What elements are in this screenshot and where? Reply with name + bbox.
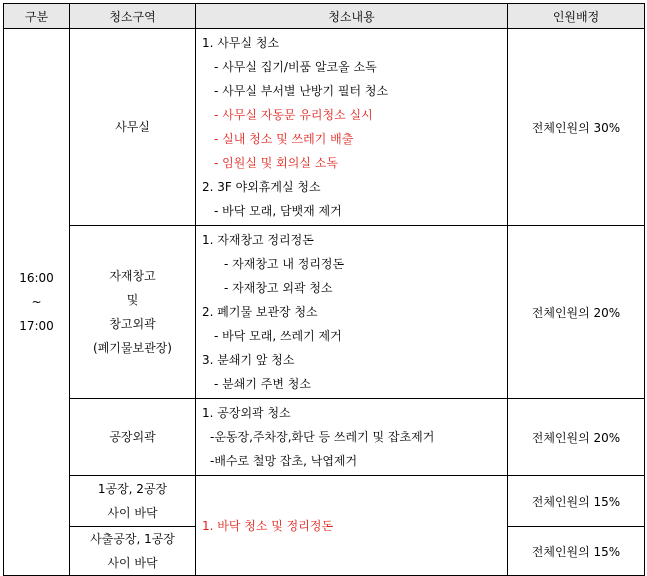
area-name: 사이 바닥 — [107, 556, 158, 570]
table-row — [4, 476, 645, 527]
header-content: 청소내용 — [196, 4, 508, 29]
time-start: 16:00 — [19, 271, 54, 285]
cleaning-schedule-table — [3, 3, 645, 576]
content-line-highlight: - 임원실 및 회의실 소독 — [214, 156, 338, 170]
area-cell — [70, 399, 196, 476]
area-cell — [70, 29, 196, 226]
staff-cell: 전체인원의 30% — [508, 29, 645, 226]
content-line: 1. 자재창고 정리정돈 — [202, 233, 314, 247]
area-name: 공장외곽 — [109, 430, 156, 444]
area-cell — [70, 476, 196, 527]
content-cell — [196, 399, 508, 476]
content-line: 3. 분쇄기 앞 청소 — [202, 353, 295, 367]
content-line-highlight: - 사무실 자동문 유리청소 실시 — [214, 108, 373, 122]
area-name: 및 — [126, 293, 139, 307]
content-line: 2. 폐기물 보관장 청소 — [202, 305, 318, 319]
staff-cell: 전체인원의 15% — [508, 527, 645, 576]
table-row — [4, 29, 645, 226]
content-line-highlight: 1. 바닥 청소 및 정리정돈 — [202, 518, 334, 533]
area-name: 사이 바닥 — [107, 506, 158, 520]
area-cell — [70, 527, 196, 576]
content-line: - 바닥 모래, 쓰레기 제거 — [214, 329, 342, 343]
content-line: - 사무실 집기/비품 알코올 소독 — [214, 60, 377, 74]
time-end: 17:00 — [19, 319, 54, 333]
table-row — [4, 226, 645, 399]
time-cell — [4, 29, 70, 576]
content-line: - 자재창고 내 정리정돈 — [224, 257, 345, 271]
area-name: (폐기물보관장) — [93, 341, 172, 355]
content-cell — [196, 29, 508, 226]
area-name: 사출공장, 1공장 — [90, 532, 175, 546]
content-line: - 자재창고 외곽 청소 — [224, 281, 333, 295]
content-line: -운동장,주차장,화단 등 쓰레기 및 잡초제거 — [210, 430, 435, 444]
header-row — [4, 4, 645, 29]
content-line: - 사무실 부서별 난방기 필터 청소 — [214, 84, 389, 98]
content-cell — [196, 226, 508, 399]
area-name: 1공장, 2공장 — [97, 482, 168, 496]
merged-content-cell — [196, 476, 508, 576]
header-area: 청소구역 — [70, 4, 196, 29]
table-row — [4, 399, 645, 476]
area-cell — [70, 226, 196, 399]
staff-cell: 전체인원의 20% — [508, 226, 645, 399]
content-line: 1. 사무실 청소 — [202, 36, 280, 50]
staff-cell: 전체인원의 20% — [508, 399, 645, 476]
area-name: 사무실 — [115, 120, 150, 134]
time-sep: ~ — [31, 295, 42, 309]
content-line-highlight: - 실내 청소 및 쓰레기 배출 — [214, 132, 354, 146]
header-staff: 인원배정 — [508, 4, 645, 29]
area-name: 자재창고 — [109, 269, 156, 283]
content-line: - 바닥 모래, 담뱃재 제거 — [214, 204, 342, 218]
content-line: - 분쇄기 주변 청소 — [214, 377, 311, 391]
area-name: 창고외곽 — [109, 317, 156, 331]
staff-cell: 전체인원의 15% — [508, 476, 645, 527]
content-line: 2. 3F 야외휴게실 청소 — [202, 180, 321, 194]
content-line: 1. 공장외곽 청소 — [202, 406, 291, 420]
content-line: -배수로 철망 잡초, 낙엽제거 — [210, 454, 358, 468]
header-division: 구분 — [4, 4, 70, 29]
